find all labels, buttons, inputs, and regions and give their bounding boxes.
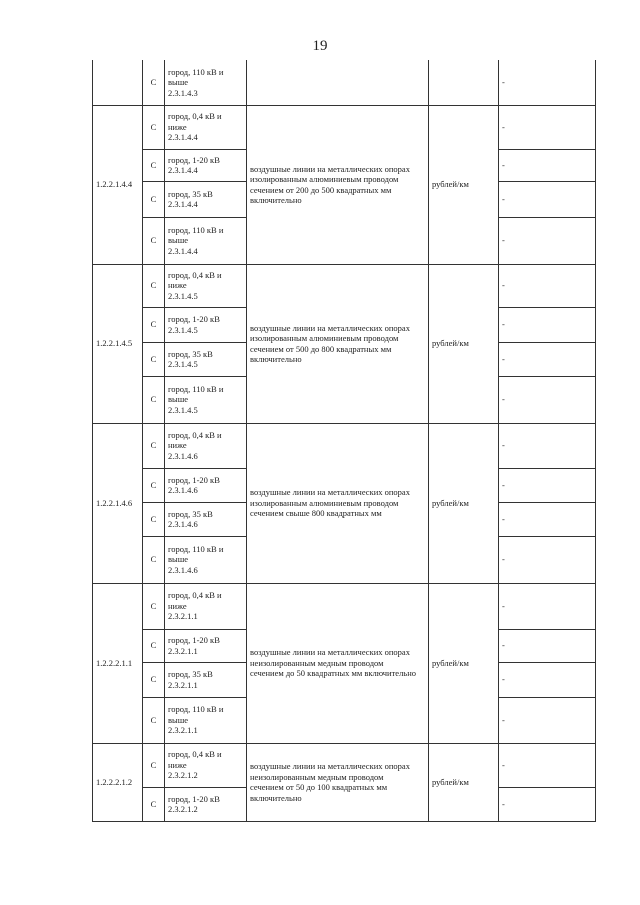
- voltage-category: [165, 787, 247, 821]
- category-line: 2.3.1.4.4: [168, 199, 198, 209]
- voltage-category: [165, 697, 247, 743]
- c-marker: С: [143, 217, 165, 264]
- category-line: выше: [168, 394, 189, 405]
- item-code: 1.2.2.2.1.2: [93, 743, 143, 821]
- category-line: 2.3.1.4.5: [168, 290, 198, 301]
- category-line: город, 0,4 кВ и: [168, 429, 222, 440]
- category-line: город, 35 кВ: [168, 669, 213, 679]
- category-line: 2.3.1.4.3: [168, 87, 198, 98]
- unit-label: рублей/км: [429, 583, 499, 743]
- voltage-category: [165, 423, 247, 468]
- category-line: город, 110 кВ и: [168, 224, 224, 235]
- voltage-category: [165, 342, 247, 376]
- category-line: город, 110 кВ и: [168, 66, 224, 77]
- voltage-category: [165, 60, 247, 105]
- c-marker: С: [143, 787, 165, 821]
- description-line: включительно: [250, 195, 302, 205]
- category-line: город, 35 кВ: [168, 348, 213, 359]
- category-line: ниже: [168, 280, 187, 291]
- description-line: воздушные линии на металлических опорах: [250, 322, 410, 333]
- category-line: город, 0,4 кВ и: [168, 590, 222, 601]
- item-code: [93, 60, 143, 105]
- rate-value: -: [499, 181, 596, 217]
- c-marker: С: [143, 105, 165, 149]
- rate-value: -: [499, 743, 596, 787]
- category-line: ниже: [168, 121, 187, 132]
- category-line: 2.3.2.1.1: [168, 645, 198, 656]
- item-code: 1.2.2.1.4.6: [93, 423, 143, 583]
- item-code: 1.2.2.2.1.1: [93, 583, 143, 743]
- unit-label: рублей/км: [429, 423, 499, 583]
- category-line: город, 35 кВ: [168, 508, 213, 519]
- line-description: [247, 105, 429, 264]
- category-line: 2.3.2.1.1: [168, 725, 198, 736]
- category-line: 2.3.1.4.6: [168, 450, 198, 461]
- category-line: город, 35 кВ: [168, 188, 213, 199]
- page-number: 19: [312, 38, 328, 54]
- category-line: 2.3.1.4.4: [168, 165, 198, 175]
- rate-value: -: [499, 264, 596, 307]
- description-line: воздушные линии на металлических опорах: [250, 647, 410, 658]
- tariff-table: [92, 60, 596, 822]
- c-marker: С: [143, 502, 165, 536]
- voltage-category: [165, 149, 247, 181]
- rate-value: -: [499, 342, 596, 376]
- category-line: ниже: [168, 600, 187, 611]
- table-row: [93, 264, 596, 307]
- voltage-category: [165, 468, 247, 502]
- c-marker: С: [143, 468, 165, 502]
- description-line: включительно: [250, 354, 302, 364]
- table-row: [93, 60, 596, 105]
- rate-value: -: [499, 583, 596, 629]
- description-line: воздушные линии на металлических опорах: [250, 761, 410, 771]
- category-line: выше: [168, 235, 189, 246]
- category-line: город, 1-20 кВ: [168, 793, 220, 804]
- description-line: неизолированным медным проводом: [250, 657, 384, 668]
- c-marker: С: [143, 629, 165, 662]
- rate-value: -: [499, 468, 596, 502]
- category-line: город, 1-20 кВ: [168, 314, 220, 324]
- c-marker: С: [143, 376, 165, 423]
- item-code: 1.2.2.1.4.5: [93, 264, 143, 423]
- category-line: выше: [168, 77, 189, 87]
- voltage-category: [165, 629, 247, 662]
- description-line: сечением от 50 до 100 квадратных мм: [250, 782, 388, 792]
- category-line: город, 0,4 кВ и: [168, 111, 222, 122]
- c-marker: С: [143, 342, 165, 376]
- table-row: [93, 423, 596, 468]
- voltage-category: [165, 376, 247, 423]
- description-line: сечением от 200 до 500 квадратных мм: [250, 184, 392, 195]
- category-line: город, 0,4 кВ и: [168, 269, 222, 280]
- category-line: 2.3.1.4.6: [168, 485, 198, 495]
- line-description: [247, 583, 429, 743]
- rate-value: -: [499, 502, 596, 536]
- description-line: сечением свыше 800 квадратных мм: [250, 508, 382, 519]
- rate-value: -: [499, 787, 596, 821]
- category-line: 2.3.1.4.5: [168, 404, 198, 415]
- description-line: сечением от 500 до 800 квадратных мм: [250, 343, 392, 354]
- unit-label: рублей/км: [429, 264, 499, 423]
- category-line: 2.3.1.4.5: [168, 359, 198, 369]
- line-description: [247, 60, 429, 105]
- line-description: [247, 423, 429, 583]
- voltage-category: [165, 217, 247, 264]
- description-line: сечением до 50 квадратных мм включительно: [250, 668, 416, 679]
- voltage-category: [165, 743, 247, 787]
- category-line: 2.3.1.4.6: [168, 564, 198, 575]
- rate-value: -: [499, 376, 596, 423]
- category-line: 2.3.2.1.1: [168, 679, 198, 690]
- c-marker: С: [143, 536, 165, 583]
- rate-value: -: [499, 662, 596, 697]
- category-line: 2.3.1.4.6: [168, 519, 198, 529]
- voltage-category: [165, 536, 247, 583]
- rate-value: -: [499, 105, 596, 149]
- item-code: 1.2.2.1.4.4: [93, 105, 143, 264]
- category-line: выше: [168, 554, 189, 565]
- unit-label: рублей/км: [429, 743, 499, 821]
- line-description: [247, 743, 429, 821]
- category-line: ниже: [168, 440, 187, 451]
- category-line: 2.3.1.4.4: [168, 245, 198, 256]
- unit-label: [429, 60, 499, 105]
- rate-value: -: [499, 217, 596, 264]
- description-line: воздушные линии на металлических опорах: [250, 487, 410, 498]
- voltage-category: [165, 307, 247, 342]
- table-row: [93, 583, 596, 629]
- category-line: 2.3.2.1.2: [168, 804, 198, 814]
- voltage-category: [165, 662, 247, 697]
- category-line: город, 1-20 кВ: [168, 474, 220, 485]
- c-marker: С: [143, 307, 165, 342]
- category-line: город, 110 кВ и: [168, 704, 224, 715]
- category-line: город, 110 кВ и: [168, 543, 224, 554]
- rate-value: -: [499, 697, 596, 743]
- description-line: неизолированным медным проводом: [250, 771, 384, 782]
- category-line: 2.3.1.4.4: [168, 132, 198, 143]
- category-line: 2.3.1.4.5: [168, 324, 198, 335]
- table-row: [93, 743, 596, 787]
- rate-value: -: [499, 149, 596, 181]
- rate-value: -: [499, 536, 596, 583]
- c-marker: С: [143, 743, 165, 787]
- unit-label: рублей/км: [429, 105, 499, 264]
- description-line: изолированным алюминиевым проводом: [250, 497, 399, 508]
- voltage-category: [165, 264, 247, 307]
- category-line: ниже: [168, 759, 187, 770]
- rate-value: -: [499, 307, 596, 342]
- rate-value: -: [499, 423, 596, 468]
- table-row: [93, 105, 596, 149]
- voltage-category: [165, 502, 247, 536]
- line-description: [247, 264, 429, 423]
- voltage-category: [165, 181, 247, 217]
- voltage-category: [165, 583, 247, 629]
- rate-value: -: [499, 60, 596, 105]
- c-marker: С: [143, 264, 165, 307]
- category-line: город, 0,4 кВ и: [168, 749, 222, 760]
- category-line: город, 1-20 кВ: [168, 154, 220, 165]
- description-line: воздушные линии на металлических опорах: [250, 163, 410, 174]
- category-line: 2.3.2.1.2: [168, 770, 198, 781]
- category-line: город, 1-20 кВ: [168, 635, 220, 645]
- c-marker: С: [143, 423, 165, 468]
- rate-value: -: [499, 629, 596, 662]
- category-line: город, 110 кВ и: [168, 383, 224, 394]
- c-marker: С: [143, 149, 165, 181]
- description-line: включительно: [250, 792, 302, 803]
- c-marker: С: [143, 662, 165, 697]
- voltage-category: [165, 105, 247, 149]
- c-marker: С: [143, 60, 165, 105]
- c-marker: С: [143, 583, 165, 629]
- description-line: изолированным алюминиевым проводом: [250, 174, 399, 184]
- category-line: выше: [168, 714, 189, 725]
- category-line: 2.3.2.1.1: [168, 611, 198, 622]
- c-marker: С: [143, 181, 165, 217]
- description-line: изолированным алюминиевым проводом: [250, 333, 399, 343]
- c-marker: С: [143, 697, 165, 743]
